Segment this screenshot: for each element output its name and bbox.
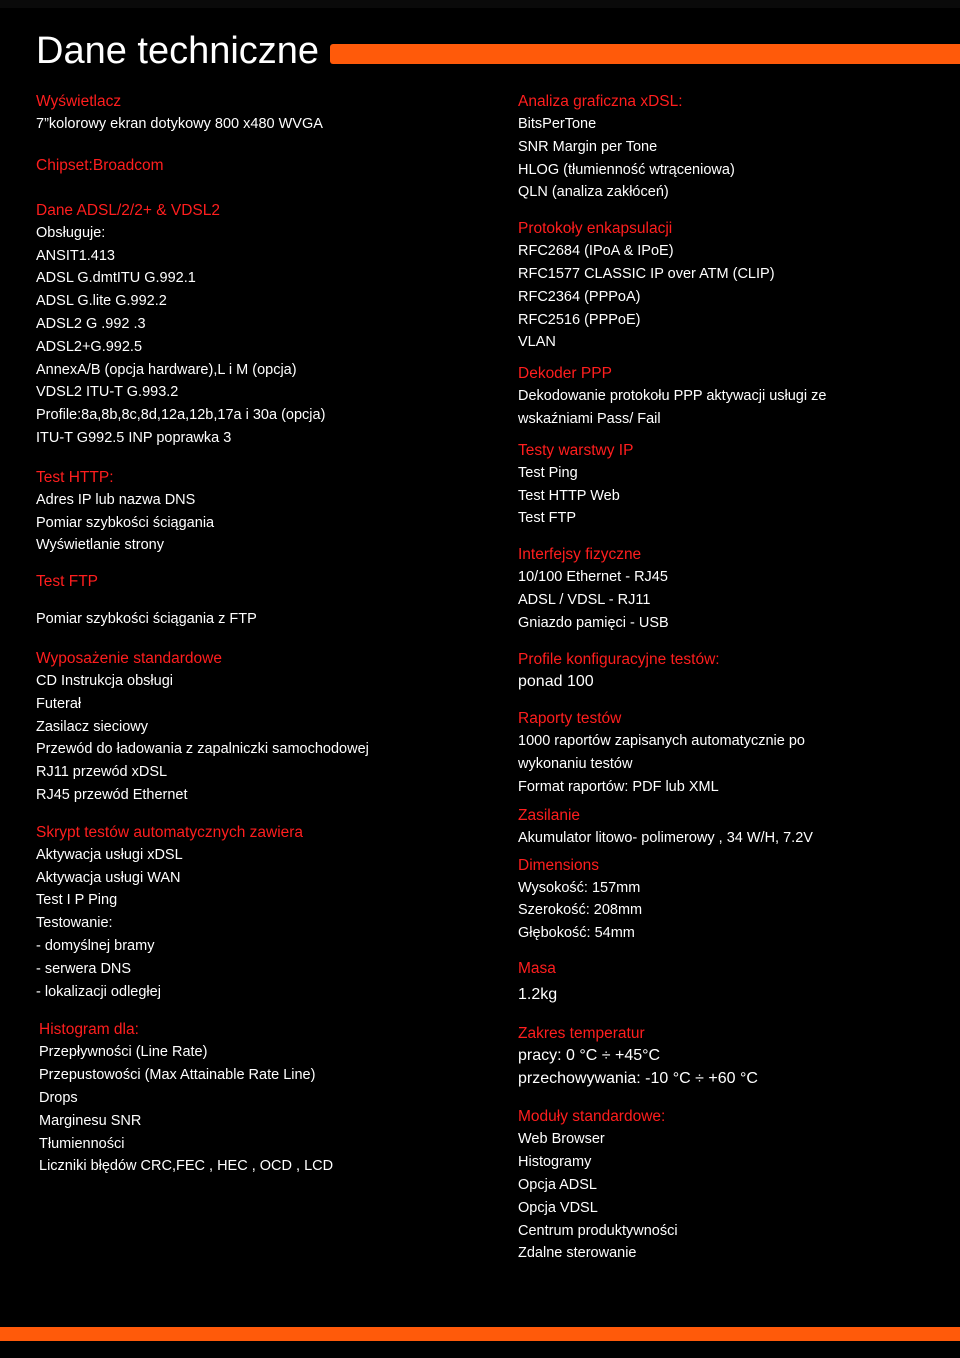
section-ftp: [36, 571, 476, 631]
spec-line: - domyślnej bramy: [36, 937, 155, 954]
section-title: Dane ADSL/2/2+ & VDSL2: [36, 201, 220, 219]
spec-line: ponad 100: [518, 672, 594, 690]
spec-line: QLN (analiza zakłóceń): [518, 184, 669, 201]
top-strip: [0, 0, 960, 8]
spec-line: Drops: [39, 1089, 78, 1106]
section-interfaces: [518, 544, 938, 634]
section-title: Raporty testów: [518, 710, 622, 728]
section-title: Dimensions: [518, 856, 599, 874]
right-column: [518, 91, 938, 1265]
spec-line: Pomiar szybkości ściągania z FTP: [36, 611, 257, 628]
page-title: Dane techniczne: [36, 30, 320, 72]
spec-line: RFC2516 (PPPoE): [518, 311, 641, 328]
spec-line: Zasilacz sieciowy: [36, 718, 148, 735]
spec-line: Akumulator litowo- polimerowy , 34 W/H, 7.2V: [518, 829, 813, 846]
section-adsl: [36, 200, 476, 450]
spec-line: Adres IP lub nazwa DNS: [36, 491, 196, 508]
spec-line: Aktywacja usługi WAN: [36, 869, 181, 886]
spec-line: Test Ping: [518, 464, 578, 481]
spec-line: VDSL2 ITU-T G.993.2: [36, 384, 179, 401]
section-ip-tests: [518, 440, 938, 530]
section-lines: [39, 1041, 476, 1178]
section-lines: [518, 671, 938, 694]
section-title: Wyposażenie standardowe: [36, 649, 222, 667]
section-title: Analiza graficzna xDSL:: [518, 93, 683, 110]
spec-line: Przewód do ładowania z zapalniczki samochodowej: [36, 741, 369, 758]
spec-line: Dekodowanie protokołu PPP aktywacji usługi ze: [518, 388, 827, 405]
spec-line: Opcja ADSL: [518, 1176, 597, 1193]
spec-line: Obsługuje:: [36, 224, 106, 241]
section-lines: [518, 730, 938, 798]
spec-line: Przepustowości (Max Attainable Rate Line): [39, 1067, 316, 1084]
section-histogram: [36, 1019, 476, 1178]
spec-line: Gniazdo pamięci - USB: [518, 614, 669, 631]
spec-line: Futerał: [36, 695, 82, 712]
spec-line: ADSL2+G.992.5: [36, 338, 143, 355]
spec-line: RFC2364 (PPPoA): [518, 288, 641, 305]
spec-line: Centrum produktywności: [518, 1222, 678, 1239]
spec-line: RJ11 przewód xDSL: [36, 764, 168, 781]
spec-line: Test FTP: [518, 510, 577, 527]
spec-line: Przepływności (Line Rate): [39, 1044, 208, 1061]
spec-line: 10/100 Ethernet - RJ45: [518, 569, 668, 586]
spec-line: Opcja VDSL: [518, 1199, 598, 1216]
spec-line: Testowanie:: [36, 915, 113, 932]
spec-line: RJ45 przewód Ethernet: [36, 786, 188, 803]
spec-line: - lokalizacji odległej: [36, 983, 161, 1000]
section-title: Masa: [518, 959, 556, 977]
section-chipset: [36, 155, 476, 177]
section-lines: [518, 240, 938, 354]
spec-line: VLAN: [518, 334, 556, 351]
spec-line: BitsPerTone: [518, 116, 597, 132]
spec-line: SNR Margin per Tone: [518, 138, 658, 155]
section-protocols: [518, 218, 938, 354]
section-power: [518, 805, 938, 850]
spec-line: AnnexA/B (opcja hardware),L i M (opcja): [36, 361, 297, 378]
section-temperature: [518, 1023, 938, 1091]
spec-line: Profile:8a,8b,8c,8d,12a,12b,17a i 30a (opcja): [36, 407, 326, 424]
section-title: Zasilanie: [518, 806, 581, 824]
left-column: [36, 91, 476, 1178]
spec-line: Tłumienności: [39, 1135, 125, 1152]
spec-line: Szerokość: 208mm: [518, 902, 643, 919]
spec-line: przechowywania: -10 °C ÷ +60 °C: [518, 1069, 758, 1087]
spec-line: ADSL G.lite G.992.2: [36, 293, 167, 310]
spec-line: pracy: 0 °C ÷ +45°C: [518, 1046, 661, 1064]
section-lines: [518, 1045, 938, 1091]
section-lines: [36, 608, 476, 631]
section-display: [36, 91, 476, 136]
section-lines: [36, 844, 476, 1004]
section-lines: [518, 984, 938, 1007]
section-title: Zakres temperatur: [518, 1024, 645, 1042]
spec-line: Test HTTP Web: [518, 487, 620, 504]
spec-line: 1.2kg: [518, 985, 558, 1003]
spec-line: Aktywacja usługi xDSL: [36, 846, 183, 863]
section-lines: [518, 462, 938, 530]
section-lines: [518, 877, 938, 945]
spec-line: Wysokość: 157mm: [518, 879, 641, 896]
spec-line: wskaźniami Pass/ Fail: [518, 410, 661, 427]
section-title: Testy warstwy IP: [518, 441, 634, 459]
section-lines: [36, 113, 476, 136]
spec-line: ADSL2 G .992 .3: [36, 315, 146, 332]
section-title: Histogram dla:: [39, 1021, 139, 1039]
spec-line: RFC2684 (IPoA & IPoE): [518, 243, 674, 260]
spec-line: ADSL G.dmtITU G.992.1: [36, 270, 196, 287]
section-mass: [518, 958, 938, 1007]
spec-line: - serwera DNS: [36, 960, 132, 977]
section-title: Test HTTP:: [36, 468, 114, 486]
spec-line: RFC1577 CLASSIC IP over ATM (CLIP): [518, 265, 775, 282]
spec-line: Test I P Ping: [36, 892, 118, 909]
spec-line: Marginesu SNR: [39, 1112, 142, 1129]
section-modules: [518, 1106, 938, 1265]
spec-line: Zdalne sterowanie: [518, 1245, 637, 1262]
spec-line: HLOG (tłumienność wtrąceniowa): [518, 161, 735, 178]
section-title: Chipset:Broadcom: [36, 156, 164, 174]
section-title: Profile konfiguracyjne testów:: [518, 650, 720, 668]
footer-accent-bar: [0, 1327, 960, 1341]
section-equipment: [36, 648, 476, 807]
section-lines: [518, 113, 938, 204]
section-title: Wyświetlacz: [36, 93, 122, 110]
spec-line: Liczniki błędów CRC,FEC , HEC , OCD , LCD: [39, 1158, 334, 1175]
spec-line: Web Browser: [518, 1131, 605, 1148]
section-title: Dekoder PPP: [518, 365, 612, 383]
section-lines: [36, 222, 476, 450]
spec-line: Pomiar szybkości ściągania: [36, 514, 215, 531]
section-lines: [518, 385, 938, 431]
spec-line: ADSL / VDSL - RJ11: [518, 591, 651, 608]
spec-line: 1000 raportów zapisanych automatycznie po: [518, 733, 805, 750]
section-http: [36, 467, 476, 557]
section-lines: [518, 566, 938, 634]
spec-line: Format raportów: PDF lub XML: [518, 778, 719, 795]
section-title: Moduły standardowe:: [518, 1108, 666, 1126]
section-script: [36, 822, 476, 1004]
spec-line: Wyświetlanie strony: [36, 537, 164, 554]
section-xdsl-graph: [518, 91, 938, 204]
section-ppp: [518, 363, 938, 431]
section-title: Test FTP: [36, 573, 99, 591]
spec-line: Histogramy: [518, 1154, 592, 1171]
section-title: Protokoły enkapsulacji: [518, 220, 673, 238]
title-accent-bar: [330, 44, 960, 64]
section-title: Skrypt testów automatycznych zawiera: [36, 823, 304, 841]
section-lines: [36, 670, 476, 807]
spec-line: ITU-T G992.5 INP poprawka 3: [36, 429, 232, 446]
section-dimensions: [518, 855, 938, 945]
section-title: Interfejsy fizyczne: [518, 546, 642, 564]
section-lines: [36, 489, 476, 557]
section-lines: [518, 1128, 938, 1265]
spec-line: Głębokość: 54mm: [518, 925, 635, 942]
spec-line: 7”kolorowy ekran dotykowy 800 x480 WVGA: [36, 116, 323, 132]
spec-line: wykonaniu testów: [518, 756, 633, 773]
section-reports: [518, 708, 938, 798]
spec-line: CD Instrukcja obsługi: [36, 672, 173, 689]
spec-line: ANSIT1.413: [36, 247, 115, 264]
section-lines: [518, 827, 938, 850]
section-profiles: [518, 649, 938, 694]
